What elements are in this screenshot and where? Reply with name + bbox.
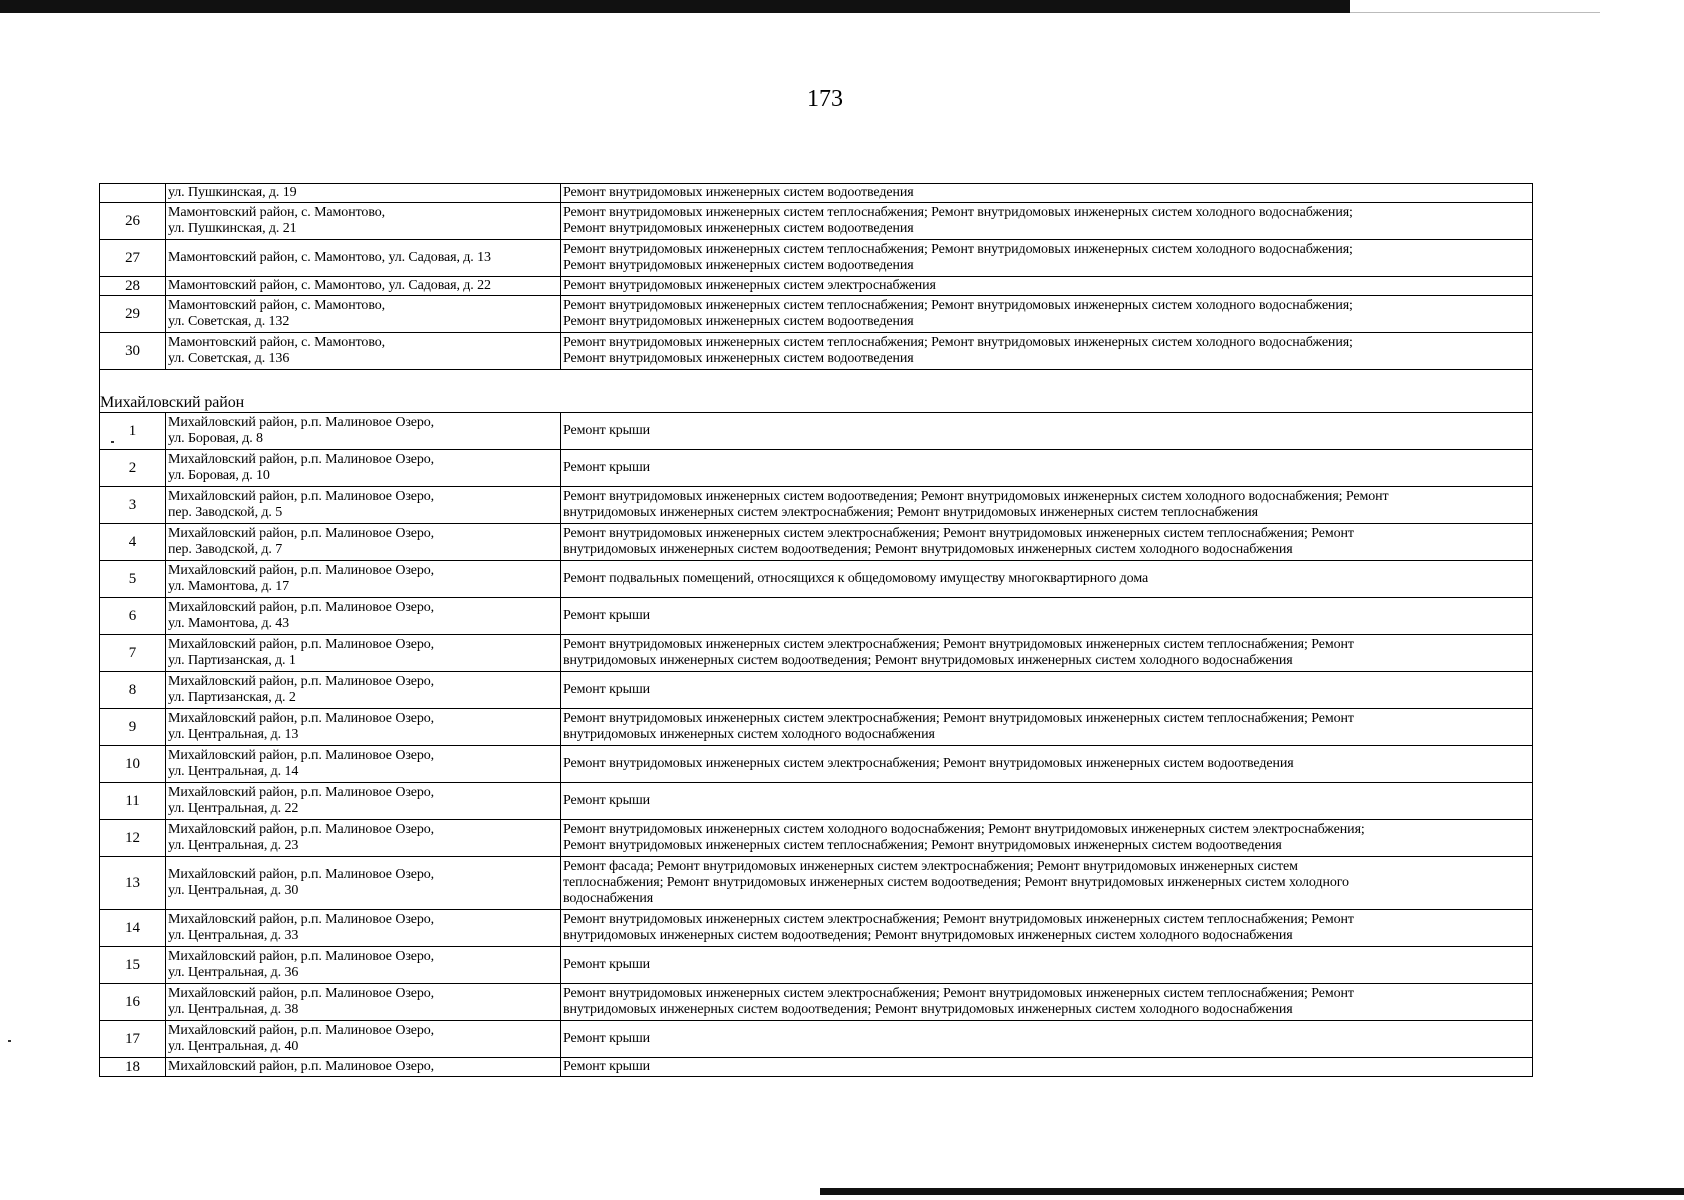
table-row [100, 333, 1533, 370]
row-number: 28 [100, 277, 166, 296]
row-work-type: Ремонт подвальных помещений, относящихся к общедомовому имуществу многоквартирного дома [561, 561, 1533, 598]
scan-border-bottom [820, 1188, 1684, 1195]
row-number: 11 [100, 783, 166, 820]
scan-speck [8, 1040, 11, 1042]
table-row [100, 709, 1533, 746]
row-work-type: Ремонт внутридомовых инженерных систем электроснабжения; Ремонт внутридомовых инженерных систем теплоснабжения; Ремонт внутридомовых инженерных систем водоотведения; Ремонт внутридомовых инженерных систем холодного водоснабжения [561, 524, 1533, 561]
table-row [100, 947, 1533, 984]
row-address: Михайловский район, р.п. Малиновое Озеро, ул. Партизанская, д. 1 [166, 635, 561, 672]
row-number: 4 [100, 524, 166, 561]
row-address: Михайловский район, р.п. Малиновое Озеро, ул. Центральная, д. 36 [166, 947, 561, 984]
row-number: 13 [100, 857, 166, 910]
row-number: 26 [100, 203, 166, 240]
row-address: Михайловский район, р.п. Малиновое Озеро, пер. Заводской, д. 5 [166, 487, 561, 524]
row-number: 3 [100, 487, 166, 524]
row-work-type: Ремонт фасада; Ремонт внутридомовых инженерных систем электроснабжения; Ремонт внутридомовых инженерных систем теплоснабжения; Ремонт внутридомовых инженерных систем водоотведения; Ремонт внутридомовых инженерных систем холодного водоснабжения [561, 857, 1533, 910]
row-address: Михайловский район, р.п. Малиновое Озеро, ул. Центральная, д. 23 [166, 820, 561, 857]
row-number: 17 [100, 1021, 166, 1058]
table-row [100, 561, 1533, 598]
row-address: ул. Пушкинская, д. 19 [166, 184, 561, 203]
row-address: Михайловский район, р.п. Малиновое Озеро, ул. Мамонтова, д. 43 [166, 598, 561, 635]
table-row [100, 1021, 1533, 1058]
section-title: Михайловский район [100, 394, 1533, 413]
table-row [100, 296, 1533, 333]
row-number: 14 [100, 910, 166, 947]
row-number: 18 [100, 1058, 166, 1077]
row-number: 7 [100, 635, 166, 672]
repair-schedule-table [99, 183, 1533, 1077]
row-number: 5 [100, 561, 166, 598]
row-address: Михайловский район, р.п. Малиновое Озеро, ул. Центральная, д. 38 [166, 984, 561, 1021]
row-work-type: Ремонт внутридомовых инженерных систем электроснабжения; Ремонт внутридомовых инженерных систем теплоснабжения; Ремонт внутридомовых инженерных систем водоотведения; Ремонт внутридомовых инженерных систем холодного водоснабжения [561, 910, 1533, 947]
row-address: Михайловский район, р.п. Малиновое Озеро, ул. Центральная, д. 30 [166, 857, 561, 910]
table-row [100, 820, 1533, 857]
row-work-type: Ремонт крыши [561, 672, 1533, 709]
row-work-type: Ремонт внутридомовых инженерных систем холодного водоснабжения; Ремонт внутридомовых инженерных систем электроснабжения; Ремонт внутридомовых инженерных систем теплоснабжения; Ремонт внутридомовых инженерных систем водоотведения [561, 820, 1533, 857]
table-row [100, 746, 1533, 783]
row-work-type: Ремонт внутридомовых инженерных систем теплоснабжения; Ремонт внутридомовых инженерных систем холодного водоснабжения; Ремонт внутридомовых инженерных систем водоотведения [561, 333, 1533, 370]
row-address: Михайловский район, р.п. Малиновое Озеро, ул. Партизанская, д. 2 [166, 672, 561, 709]
page-number: 173 [807, 86, 843, 112]
scan-border-top [0, 0, 1350, 13]
row-number: 1 [100, 413, 166, 450]
table-row [100, 783, 1533, 820]
table-row [100, 413, 1533, 450]
row-work-type: Ремонт внутридомовых инженерных систем теплоснабжения; Ремонт внутридомовых инженерных систем холодного водоснабжения; Ремонт внутридомовых инженерных систем водоотведения [561, 203, 1533, 240]
row-address: Михайловский район, р.п. Малиновое Озеро, [166, 1058, 561, 1077]
row-address: Михайловский район, р.п. Малиновое Озеро, ул. Мамонтова, д. 17 [166, 561, 561, 598]
row-number: 16 [100, 984, 166, 1021]
row-address: Михайловский район, р.п. Малиновое Озеро, ул. Боровая, д. 8 [166, 413, 561, 450]
table-row [100, 487, 1533, 524]
row-address: Михайловский район, р.п. Малиновое Озеро, ул. Центральная, д. 13 [166, 709, 561, 746]
row-address: Михайловский район, р.п. Малиновое Озеро, пер. Заводской, д. 7 [166, 524, 561, 561]
row-number: 6 [100, 598, 166, 635]
row-address: Мамонтовский район, с. Мамонтово, ул. Садовая, д. 22 [166, 277, 561, 296]
row-work-type: Ремонт внутридомовых инженерных систем теплоснабжения; Ремонт внутридомовых инженерных систем холодного водоснабжения; Ремонт внутридомовых инженерных систем водоотведения [561, 240, 1533, 277]
section-spacer [100, 370, 1533, 395]
row-number: 15 [100, 947, 166, 984]
row-work-type: Ремонт крыши [561, 783, 1533, 820]
table-row [100, 1058, 1533, 1077]
table-row [100, 203, 1533, 240]
row-work-type: Ремонт крыши [561, 598, 1533, 635]
row-number: 8 [100, 672, 166, 709]
row-work-type: Ремонт крыши [561, 1021, 1533, 1058]
row-address: Мамонтовский район, с. Мамонтово, ул. Садовая, д. 13 [166, 240, 561, 277]
row-address: Михайловский район, р.п. Малиновое Озеро, ул. Центральная, д. 33 [166, 910, 561, 947]
row-number: 30 [100, 333, 166, 370]
section-header-row [100, 394, 1533, 413]
row-number: 12 [100, 820, 166, 857]
row-work-type: Ремонт крыши [561, 1058, 1533, 1077]
row-number [100, 184, 166, 203]
table-row [100, 984, 1533, 1021]
row-work-type: Ремонт внутридомовых инженерных систем электроснабжения; Ремонт внутридомовых инженерных систем теплоснабжения; Ремонт внутридомовых инженерных систем водоотведения; Ремонт внутридомовых инженерных систем холодного водоснабжения [561, 984, 1533, 1021]
row-number: 10 [100, 746, 166, 783]
row-work-type: Ремонт крыши [561, 413, 1533, 450]
row-work-type: Ремонт внутридомовых инженерных систем электроснабжения; Ремонт внутридомовых инженерных систем водоотведения [561, 746, 1533, 783]
row-address: Михайловский район, р.п. Малиновое Озеро, ул. Боровая, д. 10 [166, 450, 561, 487]
scan-border-top-thin [1350, 12, 1600, 13]
row-work-type: Ремонт крыши [561, 450, 1533, 487]
row-number: 2 [100, 450, 166, 487]
row-address: Михайловский район, р.п. Малиновое Озеро, ул. Центральная, д. 40 [166, 1021, 561, 1058]
row-work-type: Ремонт внутридомовых инженерных систем теплоснабжения; Ремонт внутридомовых инженерных систем холодного водоснабжения; Ремонт внутридомовых инженерных систем водоотведения [561, 296, 1533, 333]
row-number: 27 [100, 240, 166, 277]
row-work-type: Ремонт внутридомовых инженерных систем водоотведения; Ремонт внутридомовых инженерных систем холодного водоснабжения; Ремонт внутридомовых инженерных систем электроснабжения; Ремонт внутридомовых инженерных систем теплоснабжения [561, 487, 1533, 524]
row-address: Михайловский район, р.п. Малиновое Озеро, ул. Центральная, д. 22 [166, 783, 561, 820]
row-work-type: Ремонт внутридомовых инженерных систем водоотведения [561, 184, 1533, 203]
table-row [100, 240, 1533, 277]
row-number: 9 [100, 709, 166, 746]
table-row [100, 598, 1533, 635]
row-work-type: Ремонт внутридомовых инженерных систем электроснабжения [561, 277, 1533, 296]
table-row [100, 184, 1533, 203]
row-number: 29 [100, 296, 166, 333]
row-address: Мамонтовский район, с. Мамонтово, ул. Советская, д. 132 [166, 296, 561, 333]
row-address: Михайловский район, р.п. Малиновое Озеро, ул. Центральная, д. 14 [166, 746, 561, 783]
row-address: Мамонтовский район, с. Мамонтово, ул. Пушкинская, д. 21 [166, 203, 561, 240]
table-row [100, 635, 1533, 672]
row-work-type: Ремонт крыши [561, 947, 1533, 984]
table-row [100, 910, 1533, 947]
table-row [100, 277, 1533, 296]
table-row [100, 857, 1533, 910]
row-work-type: Ремонт внутридомовых инженерных систем электроснабжения; Ремонт внутридомовых инженерных систем теплоснабжения; Ремонт внутридомовых инженерных систем холодного водоснабжения [561, 709, 1533, 746]
table-row [100, 524, 1533, 561]
row-work-type: Ремонт внутридомовых инженерных систем электроснабжения; Ремонт внутридомовых инженерных систем теплоснабжения; Ремонт внутридомовых инженерных систем водоотведения; Ремонт внутридомовых инженерных систем холодного водоснабжения [561, 635, 1533, 672]
table-row [100, 450, 1533, 487]
row-address: Мамонтовский район, с. Мамонтово, ул. Советская, д. 136 [166, 333, 561, 370]
table-row [100, 672, 1533, 709]
